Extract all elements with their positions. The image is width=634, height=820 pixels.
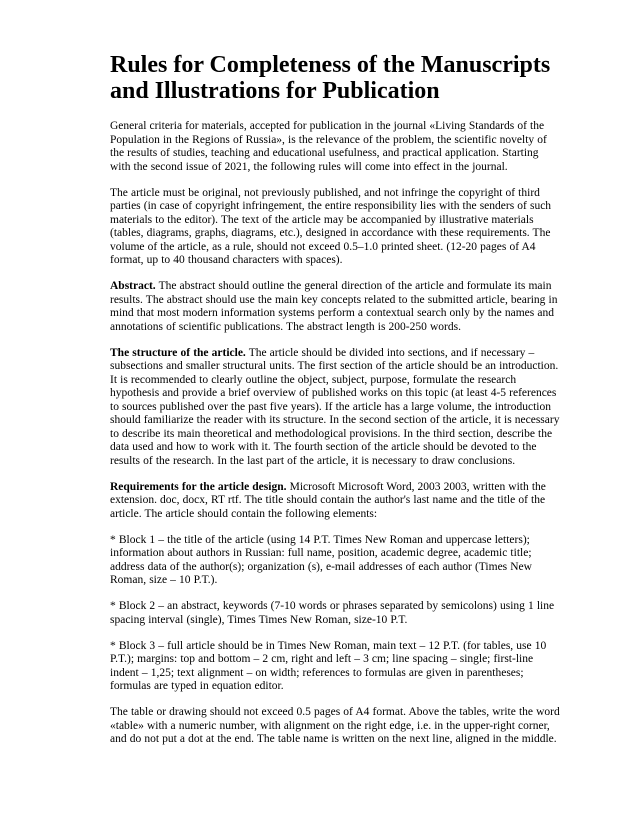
paragraph-text: * Block 1 – the title of the article (using 14 P.T. Times New Roman and uppercase letters); information about authors in Russian: full name, position, academic degree, academic title; address data of the author(s); organization (s), e-mail addresses of each author (Times New Roman, size – 10 P.T.).	[110, 533, 532, 586]
paragraph-lead: Abstract.	[110, 280, 156, 292]
paragraph-text: Microsoft Microsoft Word, 2003 2003, written with the extension. doc, docx, RT rtf. The title should contain the author's last name and the title of the article. The article should contain the following elements:	[110, 480, 546, 520]
page-content	[110, 52, 562, 759]
paragraph-text: General criteria for materials, accepted for publication in the journal «Living Standards of the Population in the Regions of Russia», is the relevance of the problem, the scientific novelty of the results of studies, teaching and educational usefulness, and practical application. Starting with the second issue of 2021, the following rules will come into effect in the journal.	[110, 120, 547, 173]
paragraph-originality	[110, 187, 562, 268]
paragraph-block-1	[110, 534, 562, 588]
paragraph-text: The abstract should outline the general direction of the article and formulate its main results. The abstract should use the main key concepts related to the submitted article, bearing in mind that most modern information systems perform a contextual search only by the names and annotations of scientific publications. The abstract length is 200-250 words.	[110, 280, 558, 333]
paragraph-text: The table or drawing should not exceed 0.5 pages of A4 format. Above the tables, write the word «table» with a numeric number, with alignment on the right edge, i.e. in the upper-right corner, and do not put a dot at the end. The table name is written on the next line, aligned in the middle.	[110, 706, 560, 745]
document-title: Rules for Completeness of the Manuscripts and Illustrations for Publication	[110, 52, 551, 104]
paragraph-text: * Block 3 – full article should be in Times New Roman, main text – 12 P.T. (for tables, use 10 P.T.); margins: top and bottom – 2 cm, right and left – 3 cm; line spacing – single; first-line indent – 1,25; text alignment – on width; references to formulas are given in parentheses; formulas are typed in equation editor.	[110, 639, 547, 692]
paragraph-text: The article must be original, not previously published, and not infringe the copyright of third parties (in case of copyright infringement, the entire responsibility lies with the senders of such materials to the editor). The text of the article may be accompanied by illustrative materials (tables, diagrams, graphs, diagrams, etc.), designed in accordance with these requirements. The volume of the article, as a rule, should not exceed 0.5–1.0 printed sheet. (12-20 pages of A4 format, up to 40 thousand characters with spaces).	[110, 186, 552, 266]
paragraph-general-criteria	[110, 120, 562, 174]
paragraph-design-requirements	[110, 481, 562, 522]
paragraph-table-rules	[110, 706, 562, 747]
paragraph-block-3	[110, 640, 562, 694]
paragraph-text: The article should be divided into sections, and if necessary – subsections and smaller structural units. The first section of the article should be an introduction. It is recommended to clearly outline the object, subject, purpose, formulate the research hypothesis and provide a brief overview of published works on this topic (at least 4-5 references to sources published over the past five years). If the article has a large volume, the introduction should familiarize the reader with its structure. In the second section of the article, it is necessary to describe its main theoretical and methodological provisions. In the third section, describe the data used and how to work with it. The fourth section of the article should be devoted to the results of the research. In the last part of the article, it is necessary to draw conclusions.	[110, 346, 560, 467]
paragraph-abstract	[110, 280, 562, 334]
paragraph-lead: The structure of the article.	[110, 346, 246, 359]
paragraph-block-2	[110, 600, 562, 627]
paragraph-text: * Block 2 – an abstract, keywords (7-10 words or phrases separated by semicolons) using 1 line spacing interval (single), Times Times New Roman, size-10 P.T.	[110, 600, 555, 626]
paragraph-lead: Requirements for the article design.	[110, 480, 287, 493]
paragraph-structure	[110, 347, 562, 469]
